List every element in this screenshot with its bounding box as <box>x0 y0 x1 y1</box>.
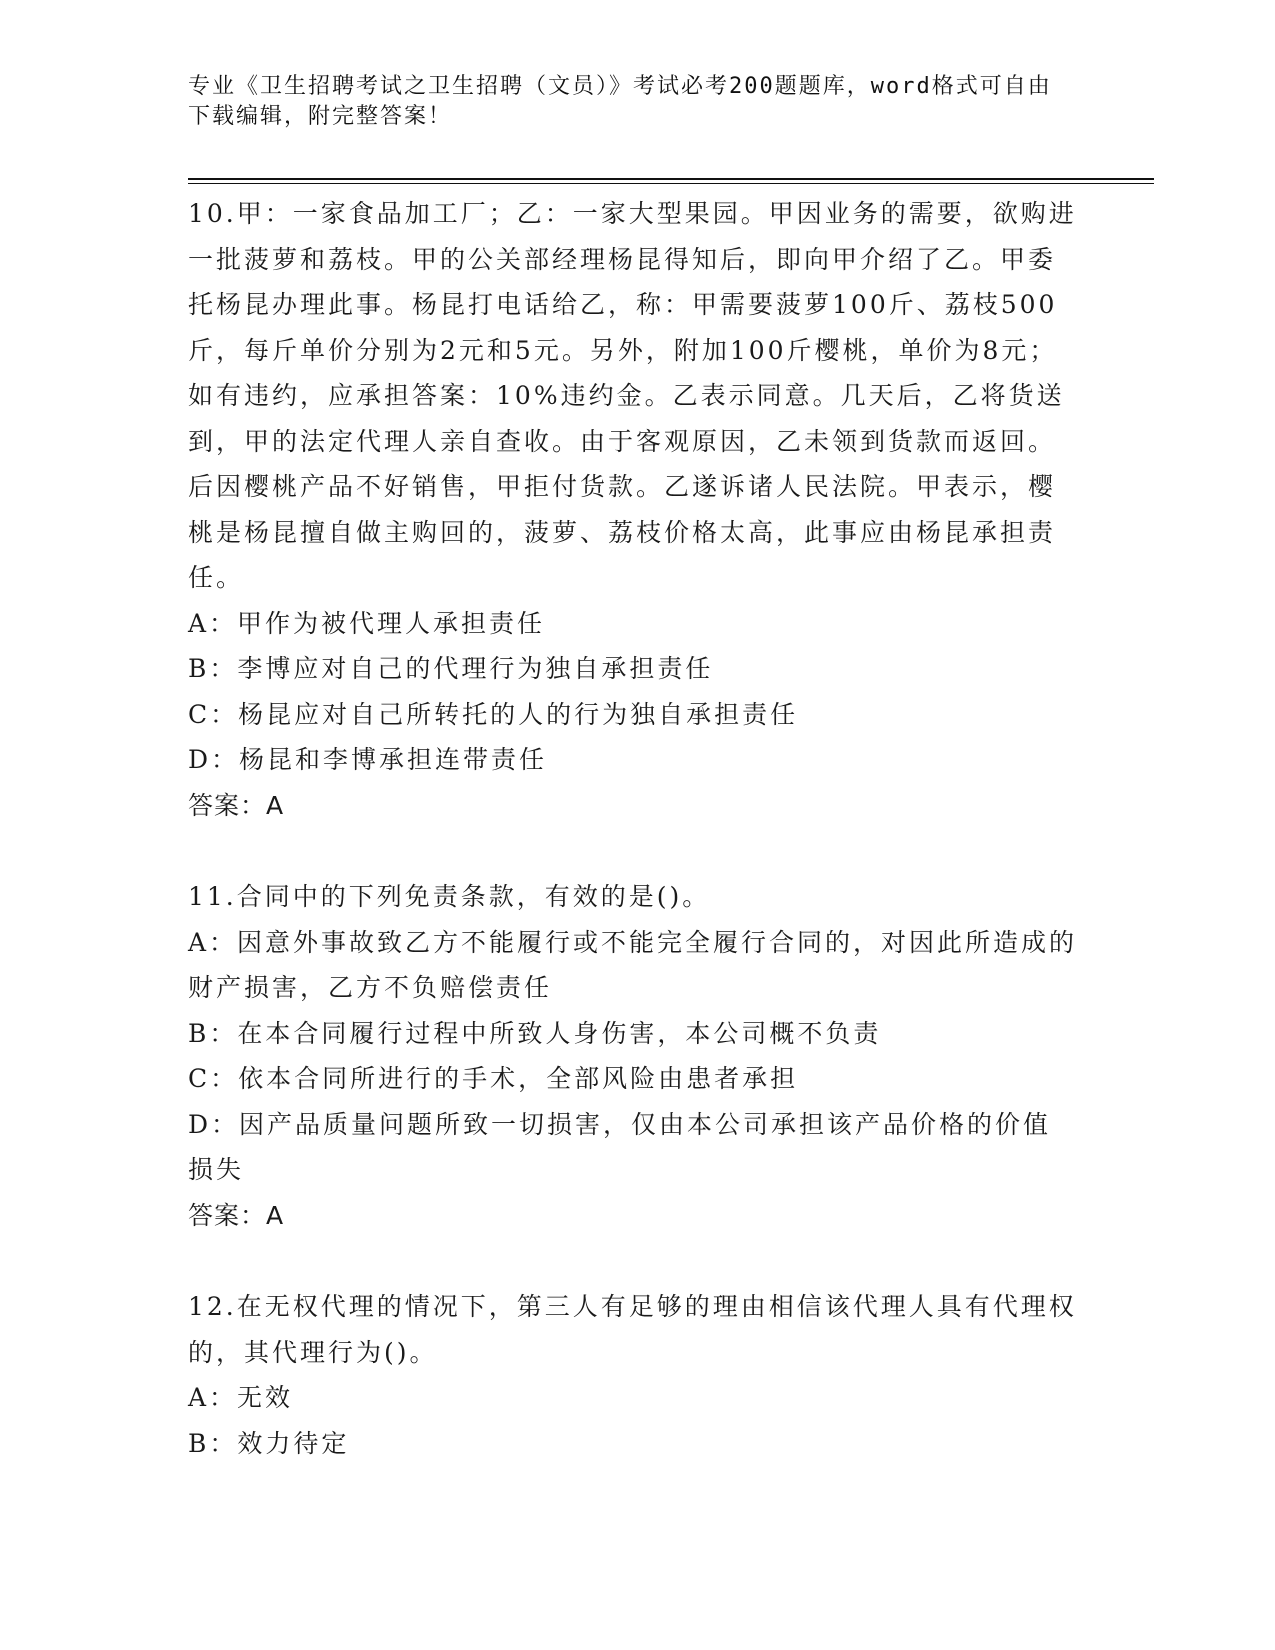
answer-line: 答案：A <box>188 790 285 820</box>
option-c: C：杨昆应对自己所转托的人的行为独自承担责任 <box>188 699 799 729</box>
question-10 <box>188 191 1078 828</box>
option-a: A：甲作为被代理人承担责任 <box>188 608 546 638</box>
option-c: C：依本合同所进行的手术，全部风险由患者承担 <box>188 1064 799 1093</box>
document-header: 专业《卫生招聘考试之卫生招聘（文员）》考试必考200题题库，word格式可自由下载编辑，附完整答案！ <box>188 74 1052 129</box>
question-stem: 10.甲：一家食品加工厂；乙：一家大型果园。甲因业务的需要，欲购进一批菠萝和荔枝。甲的公关部经理杨昆得知后，即向甲介绍了乙。甲委托杨昆办理此事。杨昆打电话给乙，称：甲需要菠萝100斤、荔枝500斤，每斤单价分别为2元和5元。另外，附加100斤樱桃，单价为8元；如有违约，应承担答案：10%违约金。乙表示同意。几天后，乙将货送到，甲的法定代理人亲自查收。由于客观原因，乙未领到货款而返回。后因樱桃产品不好销售，甲拒付货款。乙遂诉诸人民法院。甲表示，樱桃是杨昆擅自做主购回的，菠萝、荔枝价格太高，此事应由杨昆承担责任。 <box>188 199 1077 592</box>
question-stem: 12.在无权代理的情况下，第三人有足够的理由相信该代理人具有代理权的，其代理行为()。 <box>188 1292 1077 1367</box>
option-b: B：在本合同履行过程中所致人身伤害，本公司概不负责 <box>188 1018 882 1048</box>
question-12 <box>188 1284 1078 1466</box>
option-b: B：效力待定 <box>188 1428 350 1458</box>
question-stem: 11.合同中的下列免责条款，有效的是()。 <box>188 882 711 911</box>
question-list <box>188 191 1078 1466</box>
option-a: A：因意外事故致乙方不能履行或不能完全履行合同的，对因此所造成的财产损害，乙方不负赔偿责任 <box>188 927 1078 1002</box>
question-spacer <box>188 1238 1078 1284</box>
question-11 <box>188 874 1078 1238</box>
option-d: D：杨昆和李博承担连带责任 <box>188 745 548 774</box>
option-a: A：无效 <box>188 1383 294 1412</box>
answer-line: 答案：A <box>188 1200 285 1230</box>
header-divider-thin <box>188 183 1154 184</box>
option-b: B：李博应对自己的代理行为独自承担责任 <box>188 654 714 683</box>
header-divider-thick <box>188 178 1154 180</box>
option-d: D：因产品质量问题所致一切损害，仅由本公司承担该产品价格的价值损失 <box>188 1109 1052 1184</box>
question-spacer <box>188 828 1078 874</box>
